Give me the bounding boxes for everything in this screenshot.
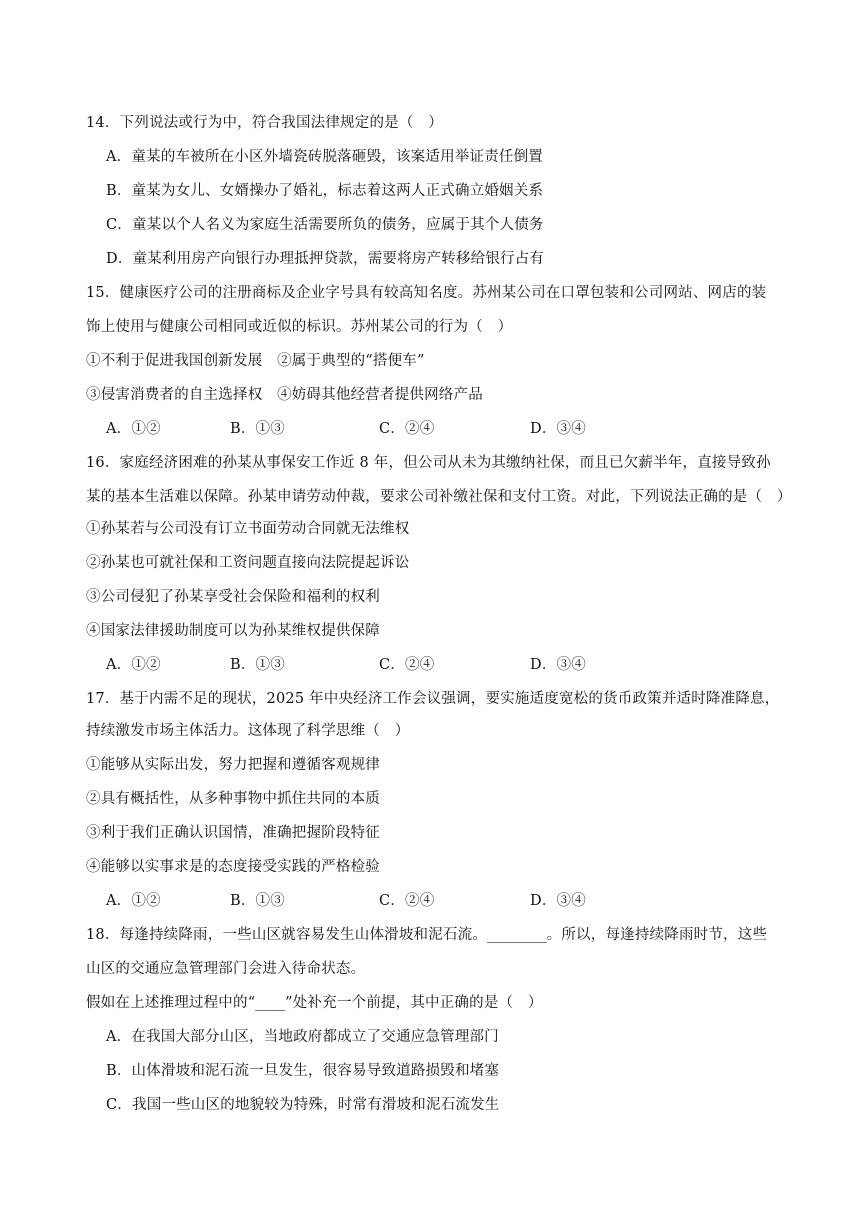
question-14-stem: 14．下列说法或行为中，符合我国法律规定的是（ ） (86, 115, 443, 131)
question-15-stem-line-1: 15．健康医疗公司的注册商标及企业字号具有较高知名度。苏州某公司在口罩包装和公司网站、网店的装 (86, 285, 767, 301)
question-17-stem-line-2: 持续激发市场主体活力。这体现了科学思维（ ） (86, 723, 410, 739)
question-16-choice-b: B．①③ (230, 657, 285, 673)
question-16-item-1: ①孙某若与公司没有订立书面劳动合同就无法维权 (86, 521, 410, 537)
question-17-item-2: ②具有概括性，从多种事物中抓住共同的本质 (86, 791, 380, 807)
question-17-stem-line-1: 17．基于内需不足的现状，2025 年中央经济工作会议强调，要实施适度宽松的货币政策并适时降准降息， (86, 691, 780, 707)
question-18-stem-line-1: 18．每逢持续降雨，一些山区就容易发生山体滑坡和泥石流。________。所以，每逢持续降雨时节，这些 (86, 927, 768, 943)
question-16-item-2: ②孙某也可就社保和工资问题直接向法院提起诉讼 (86, 555, 410, 571)
question-16-choice-c: C．②④ (379, 657, 435, 673)
question-14-option-c: C．童某以个人名义为家庭生活需要所负的债务，应属于其个人债务 (106, 217, 544, 233)
question-15-item-1: ①不利于促进我国创新发展 ②属于典型的“搭便车” (86, 353, 425, 369)
question-15-choice-d: D．③④ (530, 421, 586, 437)
question-15-stem-line-2: 饰上使用与健康公司相同或近似的标识。苏州某公司的行为（ ） (86, 319, 513, 335)
question-16-item-4: ④国家法律援助制度可以为孙某维权提供保障 (86, 623, 380, 639)
question-18-option-b: B．山体滑坡和泥石流一旦发生，很容易导致道路损毁和堵塞 (106, 1063, 500, 1079)
question-16-choice-a: A．①② (106, 657, 161, 673)
question-17-choice-b: B．①③ (230, 893, 285, 909)
question-17-item-1: ①能够从实际出发，努力把握和遵循客观规律 (86, 757, 380, 773)
question-14-option-a: A．童某的车被所在小区外墙瓷砖脱落砸毁，该案适用举证责任倒置 (106, 149, 543, 165)
question-15-choice-b: B．①③ (230, 421, 285, 437)
question-14-option-d: D．童某利用房产向银行办理抵押贷款，需要将房产转移给银行占有 (106, 251, 545, 267)
question-17-choice-d: D．③④ (530, 893, 586, 909)
question-16-choice-d: D．③④ (530, 657, 586, 673)
question-14-option-b: B．童某为女儿、女婿操办了婚礼，标志着这两人正式确立婚姻关系 (106, 183, 544, 199)
question-17-choice-c: C．②④ (379, 893, 435, 909)
question-16-stem-line-1: 16．家庭经济困难的孙某从事保安工作近 8 年，但公司从未为其缴纳社保，而且已欠薪半年，直接导致孙 (86, 455, 771, 471)
question-15-choice-c: C．②④ (379, 421, 435, 437)
question-15-choice-a: A．①② (106, 421, 161, 437)
question-15-item-2: ③侵害消费者的自主选择权 ④妨碍其他经营者提供网络产品 (86, 387, 483, 403)
question-17-item-3: ③利于我们正确认识国情，准确把握阶段特征 (86, 825, 380, 841)
question-17-choice-a: A．①② (106, 893, 161, 909)
question-18-option-a: A．在我国大部分山区，当地政府都成立了交通应急管理部门 (106, 1029, 499, 1045)
question-18-stem-line-2: 山区的交通应急管理部门会进入待命状态。 (86, 961, 366, 977)
question-16-item-3: ③公司侵犯了孙某享受社会保险和福利的权利 (86, 589, 380, 605)
question-18-option-c: C．我国一些山区的地貌较为特殊，时常有滑坡和泥石流发生 (106, 1097, 500, 1113)
question-16-stem-line-2: 某的基本生活难以保障。孙某申请劳动仲裁，要求公司补缴社保和支付工资。对此，下列说法正确的是（ ） (86, 489, 792, 505)
question-18-stem-line-3: 假如在上述推理过程中的“____”处补充一个前提，其中正确的是（ ） (86, 995, 543, 1011)
question-17-item-4: ④能够以实事求是的态度接受实践的严格检验 (86, 859, 380, 875)
